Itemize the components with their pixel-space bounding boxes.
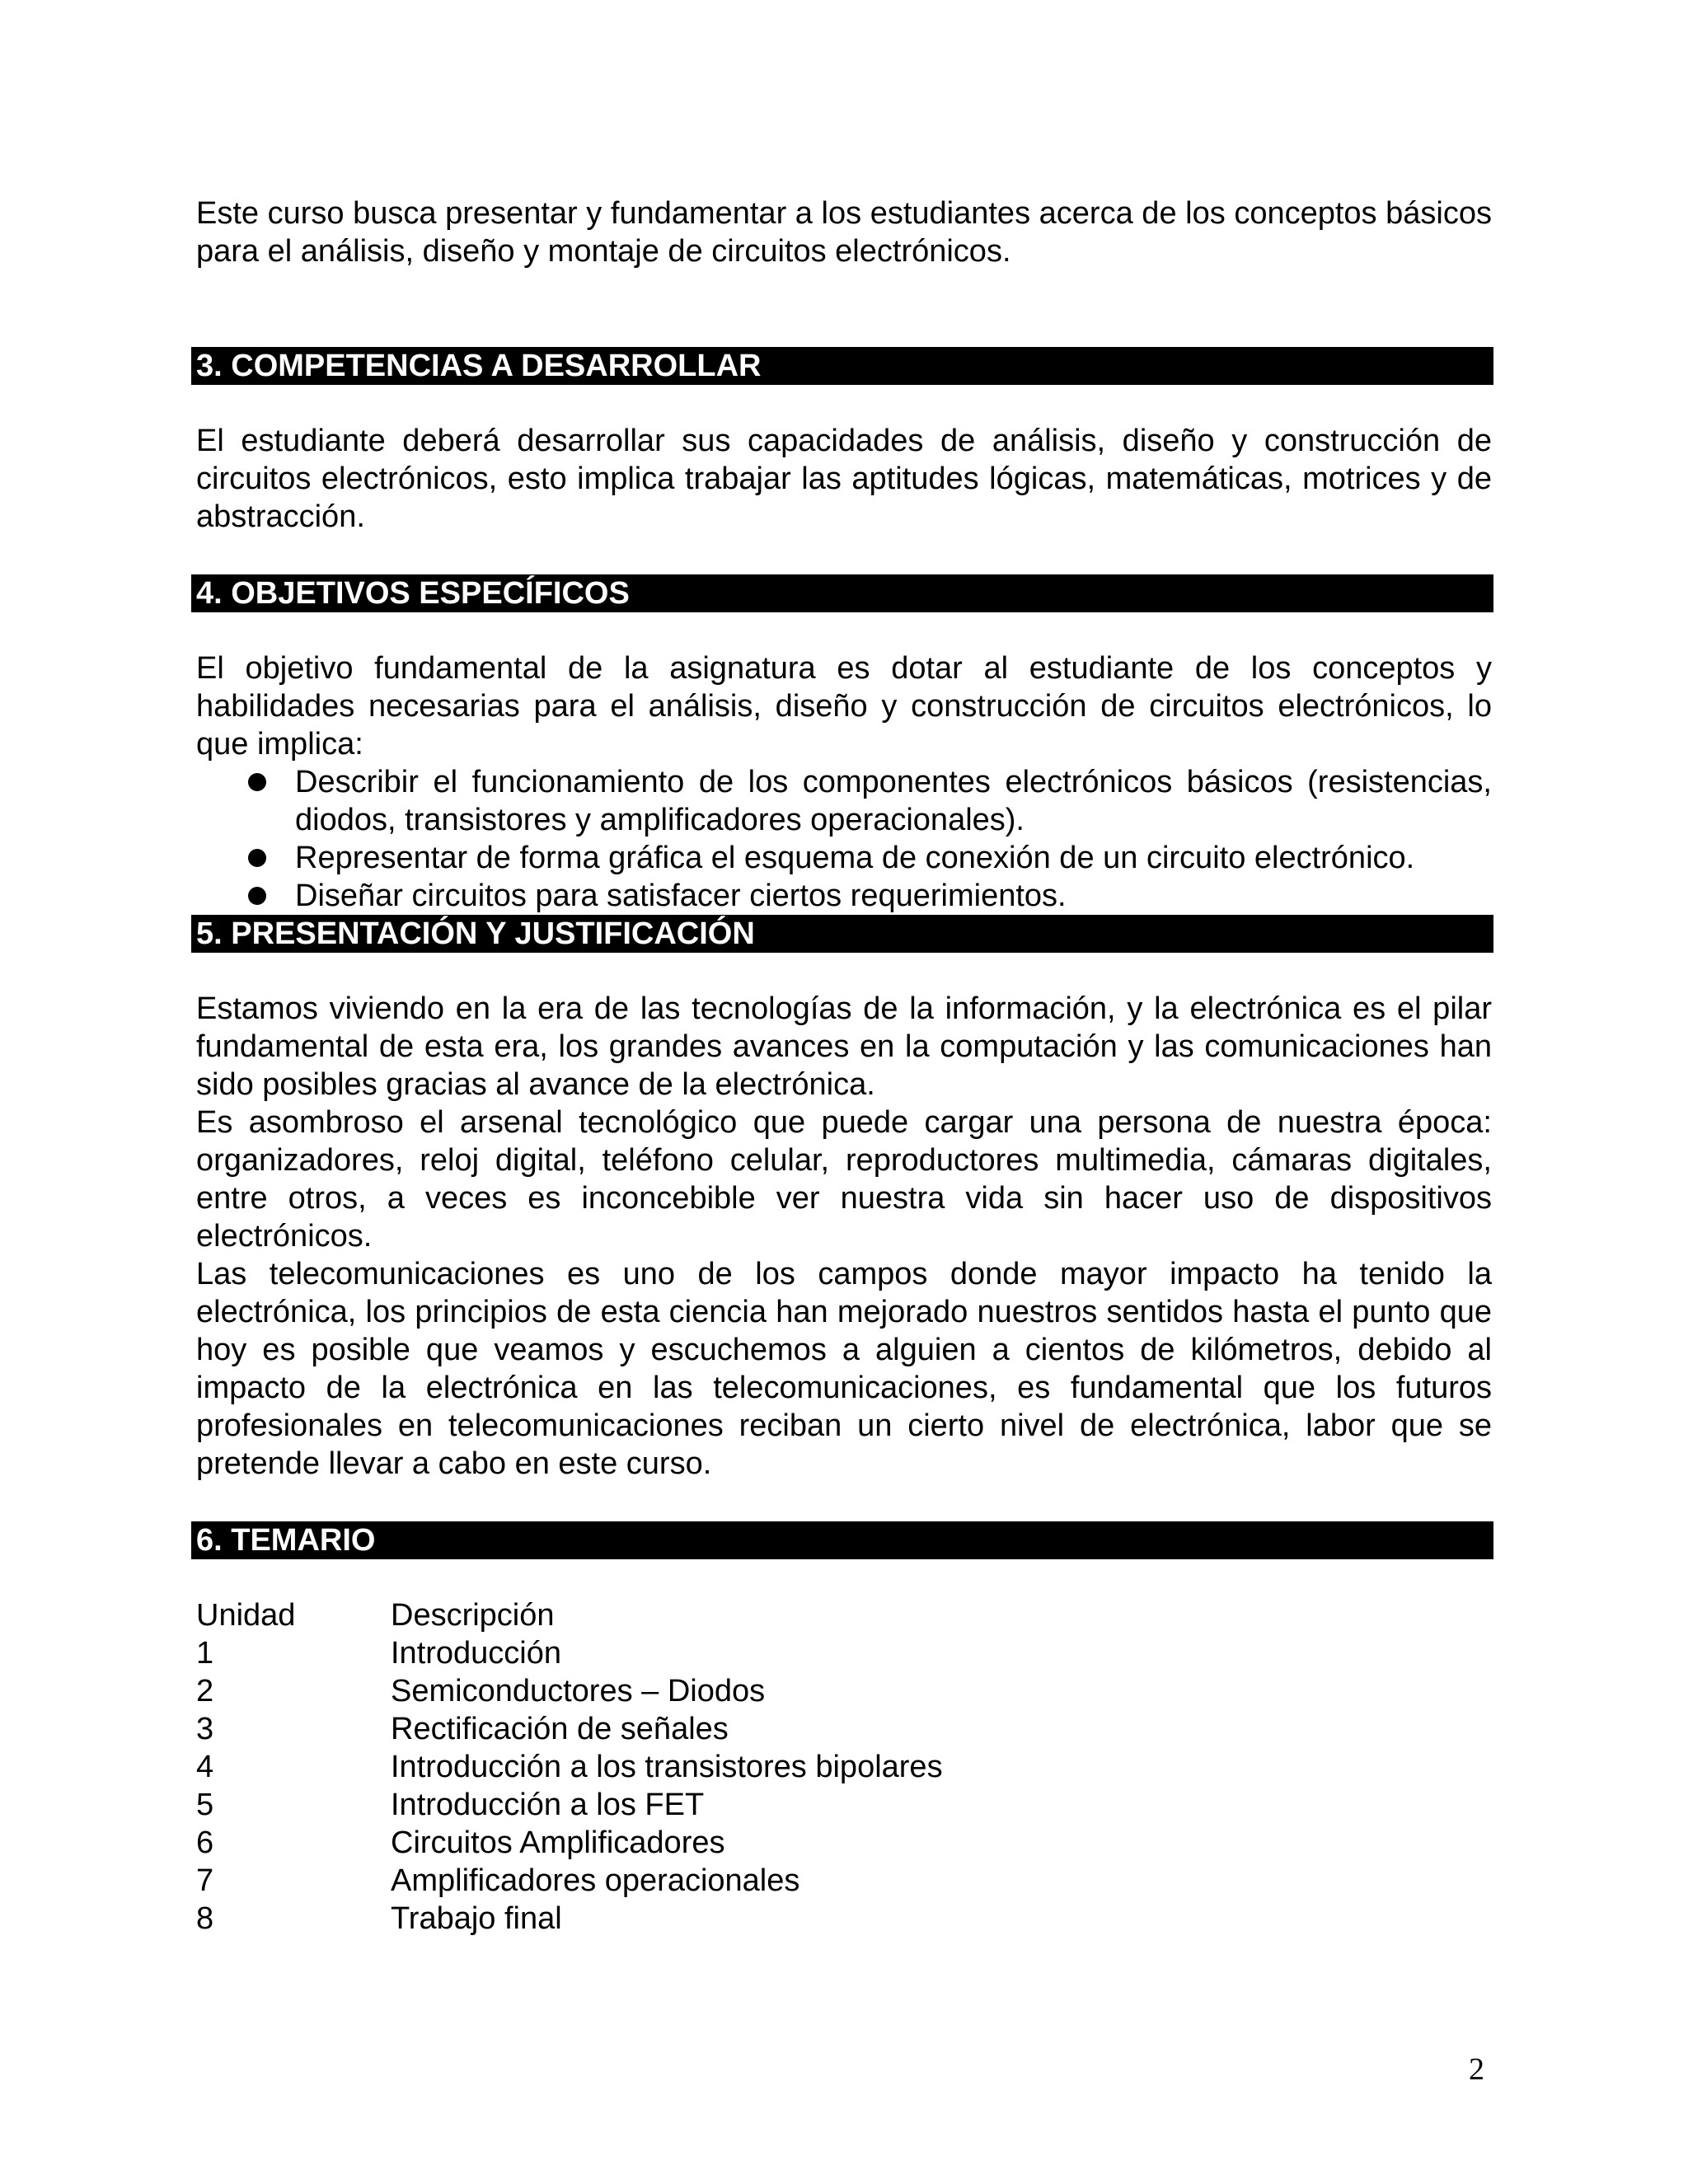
unit-number: 6 xyxy=(196,1825,214,1860)
section-heading-presentacion: 5. PRESENTACIÓN Y JUSTIFICACIÓN xyxy=(191,915,1493,953)
unit-description: Rectificación de señales xyxy=(391,1712,729,1746)
unit-description: Trabajo final xyxy=(391,1901,562,1936)
presentacion-paragraph-3: Las telecomunicaciones es uno de los campos donde mayor impacto ha tenido la electrónica, los principios de esta ciencia han mejorado nuestros sentidos hasta el punto que hoy es posible que veamos y escuchemos a alguien a cientos de kilómetros, debido al impacto de la electrónica en las telecomunicaciones, es fundamental que los futuros profesionales en telecomunicaciones reciban un cierto nivel de electrónica, labor que se pretende llevar a cabo en este curso. xyxy=(196,1257,1492,1481)
presentacion-paragraph-1: Estamos viviendo en la era de las tecnologías de la información, y la electrónica es el pilar fundamental de esta era, los grandes avances en la computación y las comunicaciones han sido posibles gracias al avance de la electrónica. xyxy=(196,991,1492,1102)
unit-description: Introducción a los FET xyxy=(391,1788,705,1822)
bullet-icon xyxy=(248,887,266,905)
table-row xyxy=(196,1824,1492,1862)
table-row xyxy=(196,1748,1492,1786)
objetivos-paragraph: El objetivo fundamental de la asignatura es dotar al estudiante de los conceptos y habilidades necesarias para el análisis, diseño y construcción de circuitos electrónicos, lo que implica: xyxy=(196,651,1492,762)
objetivos-bullet-list xyxy=(196,763,1492,915)
presentacion-body xyxy=(196,990,1492,1483)
unit-number: 3 xyxy=(196,1712,214,1746)
bullet-icon xyxy=(248,773,266,791)
list-item xyxy=(196,839,1492,877)
unit-description: Introducción xyxy=(391,1636,562,1671)
list-item xyxy=(196,877,1492,915)
table-row xyxy=(196,1900,1492,1938)
temario-col-unit: Unidad xyxy=(196,1598,296,1633)
unit-number: 1 xyxy=(196,1636,214,1671)
unit-description: Amplificadores operacionales xyxy=(391,1863,800,1898)
bullet-text: Diseñar circuitos para satisfacer ciertos requerimientos. xyxy=(295,879,1067,913)
unit-number: 2 xyxy=(196,1674,214,1708)
unit-number: 7 xyxy=(196,1863,214,1898)
unit-number: 5 xyxy=(196,1788,214,1822)
bullet-text: Describir el funcionamiento de los componentes electrónicos básicos (resistencias, diodos, transistores y amplificadores operacionales). xyxy=(295,765,1492,837)
table-row xyxy=(196,1786,1492,1824)
section-heading-objetivos: 4. OBJETIVOS ESPECÍFICOS xyxy=(191,574,1493,612)
unit-description: Introducción a los transistores bipolares xyxy=(391,1750,943,1784)
bullet-icon xyxy=(248,849,266,867)
unit-description: Semiconductores – Diodos xyxy=(391,1674,766,1708)
list-item xyxy=(196,763,1492,839)
section-heading-temario: 6. TEMARIO xyxy=(191,1521,1493,1559)
temario-header-row xyxy=(196,1596,1492,1634)
table-row xyxy=(196,1862,1492,1900)
intro-paragraph: Este curso busca presentar y fundamentar a los estudiantes acerca de los conceptos básicos para el análisis, diseño y montaje de circuitos electrónicos. xyxy=(196,196,1492,269)
table-row xyxy=(196,1634,1492,1672)
section-heading-competencias: 3. COMPETENCIAS A DESARROLLAR xyxy=(191,347,1493,385)
presentacion-paragraph-2: Es asombroso el arsenal tecnológico que puede cargar una persona de nuestra época: organizadores, reloj digital, teléfono celular, reproductores multimedia, cámaras digitales, entre otros, a veces es inconcebible ver nuestra vida sin hacer uso de dispositivos electrónicos. xyxy=(196,1105,1492,1254)
temario-col-desc: Descripción xyxy=(391,1598,555,1633)
unit-number: 4 xyxy=(196,1750,214,1784)
unit-description: Circuitos Amplificadores xyxy=(391,1825,725,1860)
page-number: 2 xyxy=(1469,2052,1484,2087)
unit-number: 8 xyxy=(196,1901,214,1936)
table-row xyxy=(196,1710,1492,1748)
competencias-paragraph: El estudiante deberá desarrollar sus capacidades de análisis, diseño y construcción de circuitos electrónicos, esto implica trabajar las aptitudes lógicas, matemáticas, motrices y de abstracción. xyxy=(196,424,1492,534)
bullet-text: Representar de forma gráfica el esquema de conexión de un circuito electrónico. xyxy=(295,841,1415,875)
table-row xyxy=(196,1672,1492,1710)
